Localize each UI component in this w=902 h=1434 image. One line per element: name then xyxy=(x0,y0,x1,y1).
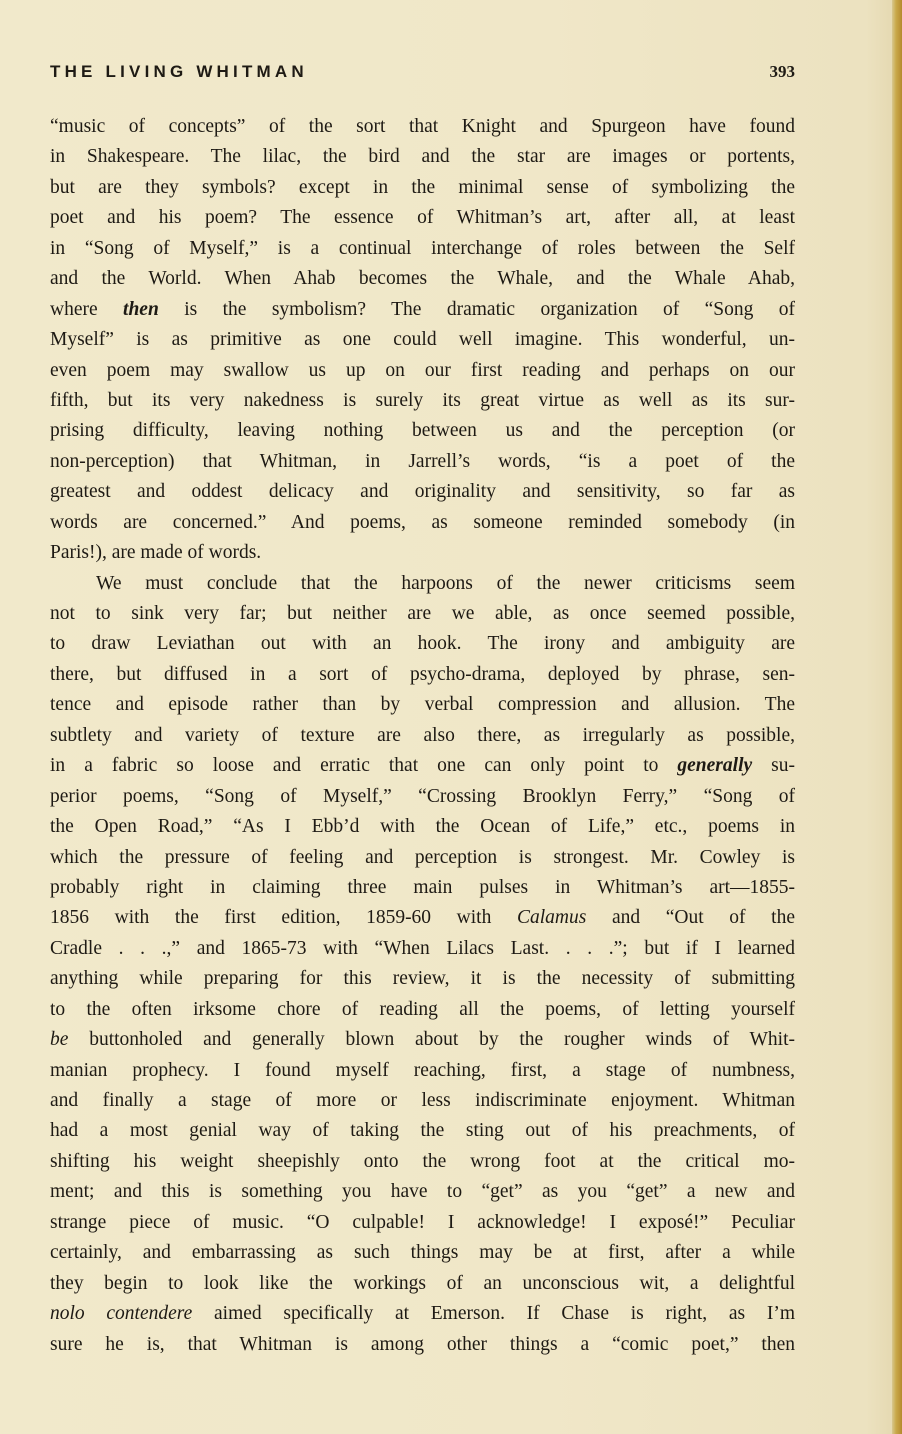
text-run: in a fabric so loose and erratic that one can only point to xyxy=(50,755,678,777)
paragraph xyxy=(50,112,795,569)
body-text xyxy=(50,112,795,1360)
text-run: but are they symbols? except in the minimal sense of symbolizing the xyxy=(50,176,795,198)
text-run: non-perception) that Whitman, in Jarrell’s words, “is a poet of the xyxy=(50,450,795,472)
text-run: to the often irksome chore of reading all the poems, of letting yourself xyxy=(50,998,795,1020)
text-run: and finally a stage of more or less indiscriminate enjoyment. Whitman xyxy=(50,1090,795,1111)
text-line xyxy=(50,234,795,264)
page-header xyxy=(50,58,795,88)
emphasized-text: generally xyxy=(677,755,753,777)
text-run: and “Out of the xyxy=(586,907,795,929)
text-run: shifting his weight sheepishly onto the wrong foot at the critical mo- xyxy=(50,1150,795,1172)
text-line xyxy=(50,599,795,629)
emphasized-text: Calamus xyxy=(516,907,587,929)
text-run: buttonholed and generally blown about by the rougher winds of Whit- xyxy=(68,1029,795,1051)
text-line xyxy=(50,1147,795,1177)
text-line xyxy=(50,690,795,720)
text-run: is the symbolism? The dramatic organization of “Song of xyxy=(158,298,796,320)
text-run: where xyxy=(50,298,124,320)
text-run: fifth, but its very nakedness is surely its great virtue as well as its sur- xyxy=(50,389,795,411)
text-run: not to sink very far; but neither are we able, as once seemed possible, xyxy=(50,603,795,624)
text-run: the Open Road,” “As I Ebb’d with the Ocean of Life,” etc., poems in xyxy=(50,816,795,838)
paragraph xyxy=(50,569,795,1360)
text-run: aimed specifically at Emerson. If Chase is right, as I’m xyxy=(192,1303,795,1325)
text-run: strange piece of music. “O culpable! I acknowledge! I exposé!” Peculiar xyxy=(50,1211,795,1233)
page-number: 393 xyxy=(769,62,795,81)
text-line xyxy=(50,1238,795,1268)
text-line xyxy=(50,751,795,781)
text-line xyxy=(50,569,795,599)
text-line xyxy=(50,873,795,903)
text-run: to draw Leviathan out with an hook. The irony and ambiguity are xyxy=(50,633,795,655)
text-line xyxy=(50,112,795,142)
text-run: and the World. When Ahab becomes the Whale, and the Whale Ahab, xyxy=(50,268,795,290)
page-edge xyxy=(892,0,902,1434)
text-run: there, but diffused in a sort of psycho-drama, deployed by phrase, sen- xyxy=(50,663,795,685)
text-line xyxy=(50,1299,795,1329)
text-run: poet and his poem? The essence of Whitman’s art, after all, at least xyxy=(50,207,795,229)
text-line xyxy=(50,1025,795,1055)
text-line xyxy=(50,295,795,325)
text-line xyxy=(50,538,795,568)
text-run: words are concerned.” And poems, as someone reminded somebody (in xyxy=(50,511,795,533)
text-line xyxy=(50,386,795,416)
text-line xyxy=(50,812,795,842)
text-run: even poem may swallow us up on our first reading and perhaps on our xyxy=(50,359,795,381)
text-line xyxy=(50,416,795,446)
text-run: tence and episode rather than by verbal compression and allusion. The xyxy=(50,694,795,716)
text-line xyxy=(50,142,795,172)
text-line xyxy=(50,782,795,812)
text-line xyxy=(50,1116,795,1146)
text-run: certainly, and embarrassing as such things may be at first, after a while xyxy=(50,1242,795,1264)
text-run: su- xyxy=(752,755,795,777)
text-run: they begin to look like the workings of an unconscious wit, a delightful xyxy=(50,1272,795,1294)
text-line xyxy=(50,1056,795,1086)
text-run: which the pressure of feeling and perception is strongest. Mr. Cowley is xyxy=(50,846,795,868)
text-line xyxy=(50,903,795,933)
text-line xyxy=(50,721,795,751)
text-line xyxy=(50,1086,795,1116)
emphasized-text: be xyxy=(50,1029,69,1051)
text-line xyxy=(50,964,795,994)
text-line xyxy=(50,447,795,477)
text-run: greatest and oddest delicacy and originality and sensitivity, so far as xyxy=(50,481,795,503)
text-line xyxy=(50,1208,795,1238)
text-run: sure he is, that Whitman is among other things a “comic poet,” then xyxy=(50,1333,795,1355)
text-line xyxy=(50,1269,795,1299)
text-line xyxy=(50,203,795,233)
text-line xyxy=(50,660,795,690)
text-line xyxy=(50,995,795,1025)
text-run: ment; and this is something you have to “get” as you “get” a new and xyxy=(50,1181,795,1203)
text-run: We must conclude that the harpoons of the newer criticisms seem xyxy=(96,572,795,594)
emphasized-text: then xyxy=(123,298,159,320)
text-line xyxy=(50,1330,795,1360)
text-line xyxy=(50,356,795,386)
text-run: manian prophecy. I found myself reaching, first, a stage of numbness, xyxy=(50,1059,795,1081)
text-line xyxy=(50,508,795,538)
text-run: subtlety and variety of texture are also there, as irregularly as possible, xyxy=(50,724,795,746)
text-run: Cradle . . .,” and 1865-73 with “When Lilacs Last. . . .”; but if I learned xyxy=(50,937,795,959)
text-run: Paris!), are made of words. xyxy=(50,542,262,564)
text-run: anything while preparing for this review, it is the necessity of submitting xyxy=(50,968,795,990)
text-line xyxy=(50,264,795,294)
emphasized-text: nolo contendere xyxy=(50,1303,193,1325)
running-head: THE LIVING WHITMAN xyxy=(50,62,308,81)
text-run: in Shakespeare. The lilac, the bird and the star are images or portents, xyxy=(50,146,795,168)
text-run: “music of concepts” of the sort that Knight and Spurgeon have found xyxy=(50,116,795,137)
text-line xyxy=(50,325,795,355)
text-line xyxy=(50,173,795,203)
text-run: in “Song of Myself,” is a continual interchange of roles between the Self xyxy=(50,237,795,259)
text-run: had a most genial way of taking the sting out of his preachments, of xyxy=(50,1120,795,1142)
text-line xyxy=(50,843,795,873)
text-run: Myself” is as primitive as one could well imagine. This wonderful, un- xyxy=(50,329,795,351)
text-line xyxy=(50,934,795,964)
text-run: probably right in claiming three main pulses in Whitman’s art—1855- xyxy=(50,876,795,898)
text-run: 1856 with the first edition, 1859-60 with xyxy=(50,907,517,929)
text-run: perior poems, “Song of Myself,” “Crossing Brooklyn Ferry,” “Song of xyxy=(50,785,795,807)
text-line xyxy=(50,629,795,659)
text-run: prising difficulty, leaving nothing between us and the perception (or xyxy=(50,420,795,442)
text-line xyxy=(50,477,795,507)
text-line xyxy=(50,1177,795,1207)
